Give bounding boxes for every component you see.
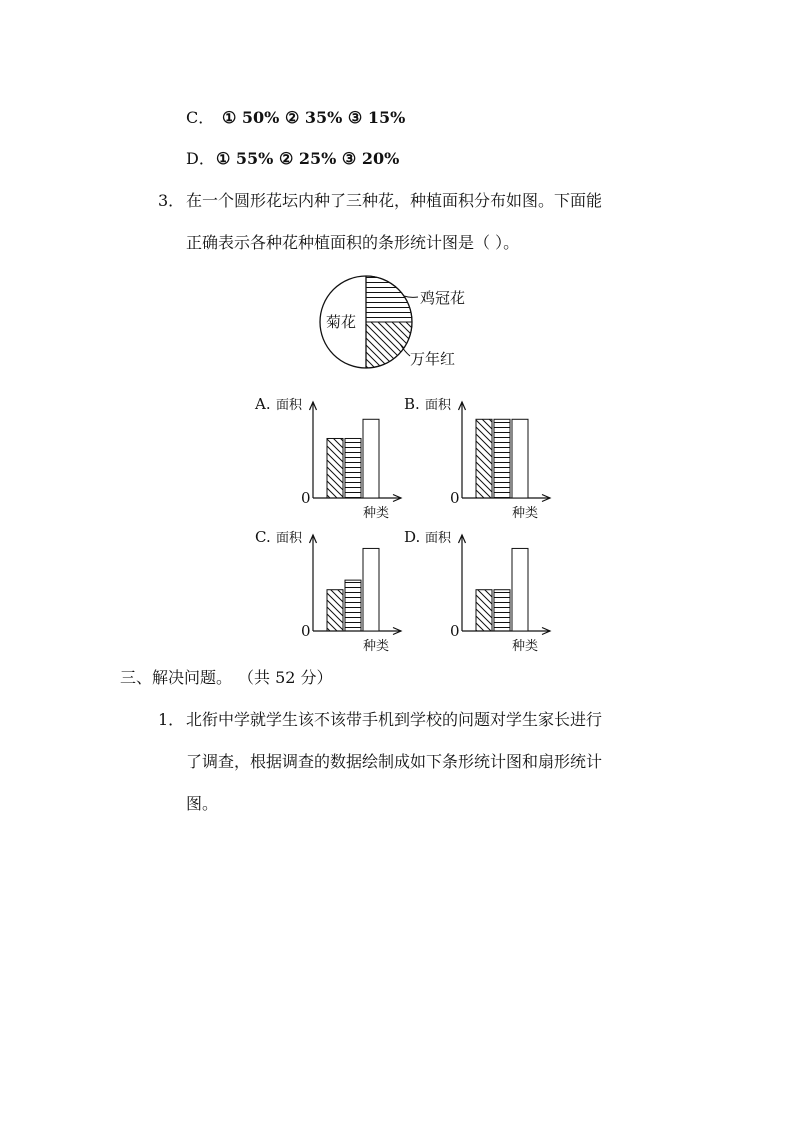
- problem1-number: 1．: [158, 710, 185, 729]
- question3-number: 3．: [158, 191, 185, 210]
- question3-text-2: 正确表示各种花种植面积的条形统计图是（ ）。: [186, 233, 520, 252]
- problem1-text-1: 北衔中学就学生该不该带手机到学校的问题对学生家长进行: [186, 710, 603, 729]
- problem1-text-3: 图。: [186, 794, 219, 813]
- panel-d-zero-label: 0: [450, 622, 460, 640]
- panel-c-bar-1: [327, 590, 343, 631]
- question3-text-1: 在一个圆形花坛内种了三种花，种植面积分布如图。下面能: [186, 191, 603, 210]
- panel-d-letter: D.: [404, 528, 421, 546]
- section3-points: （共 52 分）: [246, 668, 333, 687]
- problem1-line3: [186, 792, 218, 816]
- panel-d-x-label: 种类: [512, 639, 539, 654]
- panel-b-letter: B.: [404, 395, 420, 413]
- pie-label-cockscomb: 鸡冠花: [420, 289, 466, 307]
- panel-c-y-label: 面积: [276, 531, 303, 546]
- option-c-label: C．: [186, 108, 215, 127]
- panel-a-bar-1: [327, 438, 343, 498]
- panel-a-bar-2: [345, 438, 361, 498]
- panel-c-letter: C.: [255, 528, 271, 546]
- option-c-text: ① 50% ② 35% ③ 15%: [222, 108, 406, 127]
- panel-c-bar-3: [363, 548, 379, 631]
- pie-chart: [320, 276, 465, 368]
- panel-a-letter: A.: [255, 395, 271, 413]
- panel-c-zero-label: 0: [301, 622, 311, 640]
- option-d-label: D．: [186, 149, 215, 168]
- panel-d-bar-3: [512, 548, 528, 631]
- panel-b-zero-label: 0: [450, 489, 460, 507]
- pie-leader-cockscomb: [404, 296, 418, 297]
- panel-d-bar-1: [476, 590, 492, 631]
- pie-label-chrysanthemum: 菊花: [326, 313, 357, 331]
- panel-b-y-label: 面积: [425, 398, 452, 413]
- problem1-line2: [186, 750, 602, 774]
- problem1-text-2: 了调查，根据调查的数据绘制成如下条形统计图和扇形统计: [186, 752, 603, 771]
- option-d-text: ① 55% ② 25% ③ 20%: [216, 149, 400, 168]
- panel-d-y-label: 面积: [425, 531, 452, 546]
- panel-c-bar-2: [345, 580, 361, 631]
- bar-chart-panels: [254, 395, 550, 654]
- panel-b-bar-3: [512, 419, 528, 498]
- panel-b-x-label: 种类: [512, 506, 539, 521]
- panel-a-x-label: 种类: [363, 506, 390, 521]
- panel-a-zero-label: 0: [301, 489, 311, 507]
- panel-d-bar-2: [494, 590, 510, 631]
- panel-b-bar-2: [494, 419, 510, 498]
- panel-b-bar-1: [476, 419, 492, 498]
- panel-a-bar-3: [363, 419, 379, 498]
- panel-c-x-label: 种类: [363, 639, 390, 654]
- panel-a-y-label: 面积: [276, 398, 303, 413]
- problem1-line1: [158, 708, 602, 732]
- section3-title: 三、解决问题。: [120, 668, 233, 687]
- section3-heading: [120, 666, 333, 690]
- pie-label-amaranth: 万年红: [410, 350, 456, 368]
